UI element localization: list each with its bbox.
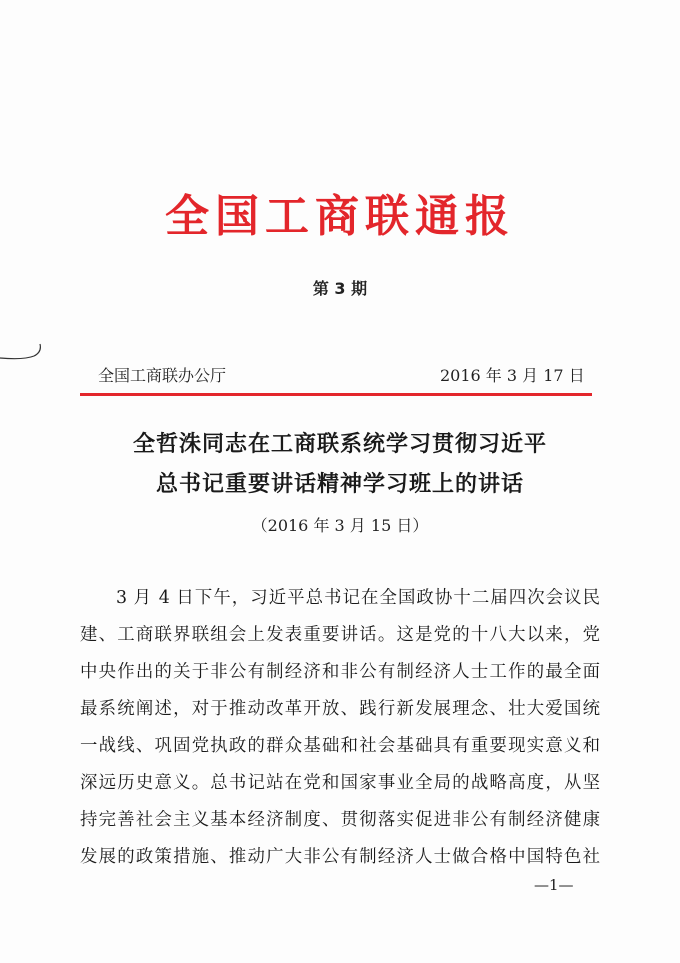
- body-line: 发展的政策措施、推动广大非公有制经济人士做合格中国特色社: [80, 847, 600, 867]
- issuer: 全国工商联办公厅: [98, 366, 227, 385]
- body-line: 建、工商联界联组会上发表重要讲话。这是党的十八大以来，党: [80, 625, 600, 645]
- margin-pen-mark: [0, 340, 50, 370]
- issue-date: 2016 年 3 月 17 日: [440, 366, 585, 385]
- body-line: 3 月 4 日下午，习近平总书记在全国政协十二届四次会议民: [116, 588, 600, 608]
- speech-date: （2016 年 3 月 15 日）: [251, 516, 429, 535]
- article-title-line-2: 总书记重要讲话精神学习班上的讲话: [155, 472, 524, 497]
- body-line: 最系统阐述，对于推动改革开放、践行新发展理念、壮大爱国统: [80, 699, 600, 719]
- issue-number: 第 3 期: [312, 279, 368, 298]
- red-divider: [80, 393, 592, 396]
- body-line: 持完善社会主义基本经济制度、贯彻落实促进非公有制经济健康: [80, 810, 600, 830]
- page-number: —1—: [534, 876, 574, 894]
- body-line: 中央作出的关于非公有制经济和非公有制经济人士工作的最全面: [80, 662, 600, 682]
- body-line: 深远历史意义。总书记站在党和国家事业全局的战略高度，从坚: [80, 773, 600, 793]
- body-line: 一战线、巩固党执政的群众基础和社会基础具有重要现实意义和: [80, 736, 600, 756]
- article-title-line-1: 全哲洙同志在工商联系统学习贯彻习近平: [132, 432, 547, 457]
- masthead-title: 全国工商联通报: [165, 191, 515, 242]
